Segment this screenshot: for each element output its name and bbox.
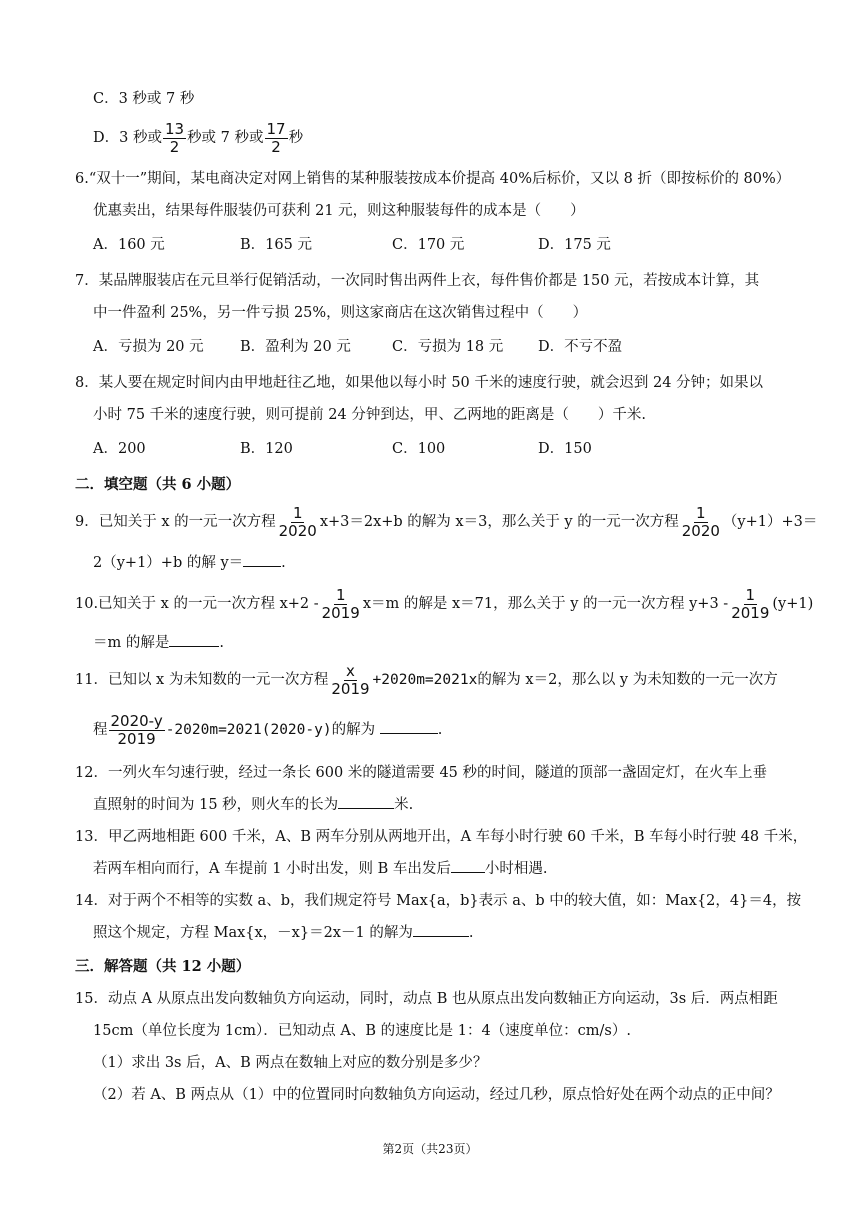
q5-option-d: D．3 秒或 $\frac{13}{2}$ 秒或 7 秒或 $\frac{17}{2}$ 秒 [93, 119, 304, 156]
q7-option-a: A．亏损为 20 元 [93, 339, 204, 355]
fraction: $\frac{1}{2019}$ [731, 585, 770, 622]
q7-option-d: D．不亏不盈 [538, 339, 623, 355]
answer-blank[interactable] [451, 858, 485, 873]
q12-stem-line1: 12．一列火车匀速行驶，经过一条长 600 米的隧道需要 45 秒的时间，隧道的顶部一盏固定灯，在火车上垂 [75, 765, 768, 781]
section-heading-fill-in: 二．填空题（共 6 小题） [75, 476, 241, 493]
q15-stem-line2: 15cm（单位长度为 1cm）．已知动点 A、B 的速度比是 1：4（速度单位：cm/s）. [93, 1023, 631, 1039]
q15-part2: （2）若 A、B 两点从（1）中的位置同时向数轴负方向运动，经过几秒，原点恰好处在两个动点的正中间？ [93, 1087, 780, 1103]
q8-stem-line2: 小时 75 千米的速度行驶，则可提前 24 分钟到达，甲、乙两地的距离是（ ）千米. [93, 407, 646, 423]
fraction: $\frac{1}{2020}$ [278, 503, 317, 540]
fraction: $\frac{17}{2}$ [266, 119, 286, 156]
q7-stem-line1: 7．某品牌服装店在元旦举行促销活动，一次同时售出两件上衣，每件售价都是 150 元，若按成本计算，其 [75, 273, 760, 289]
q13-stem-line1: 13．甲乙两地相距 600 千米，A、B 两车分别从两地开出，A 车每小时行驶 60 千米，B 车每小时行驶 48 千米， [75, 829, 808, 845]
section-heading-solve: 三．解答题（共 12 小题） [75, 958, 251, 975]
page-number: 第2页（共23页） [382, 1142, 478, 1156]
q8-option-c: C．100 [392, 441, 446, 457]
q6-option-b: B．165 元 [240, 237, 312, 253]
q9-stem-line2: 2（y+1）+b 的解 y＝ . [93, 552, 286, 574]
answer-blank[interactable] [338, 794, 394, 809]
fraction: $\frac{2020-y}{2019}$ [110, 711, 163, 748]
answer-blank[interactable] [380, 719, 438, 734]
q10-stem-line1: 10.已知关于 x 的一元一次方程 x+2 - $\frac{1}{2019}$ x＝m 的解是 x＝71，那么关于 y 的一元一次方程 y+3 - $\frac{1}{2019}$ (y+1) [75, 585, 814, 622]
q11-stem-line2: 程 $\frac{2020-y}{2019}$ -2020m=2021(2020-y)的解为 . [93, 711, 443, 748]
q8-option-b: B．120 [240, 441, 293, 457]
q7-stem-line2: 中一件盈利 25%，另一件亏损 25%，则这家商店在这次销售过程中（ ） [93, 305, 588, 321]
q15-part1: （1）求出 3s 后，A、B 两点在数轴上对应的数分别是多少？ [93, 1055, 488, 1071]
q6-option-d: D．175 元 [538, 237, 611, 253]
q6-stem-line2: 优惠卖出，结果每件服装仍可获利 21 元，则这种服装每件的成本是（ ） [93, 203, 585, 219]
q8-option-a: A．200 [93, 441, 146, 457]
q12-stem-line2: 直照射的时间为 15 秒，则火车的长为 米. [93, 794, 413, 816]
q8-stem-line1: 8．某人要在规定时间内由甲地赶往乙地，如果他以每小时 50 千米的速度行驶，就会迟到 24 分钟；如果以 [75, 375, 764, 391]
q5-option-c: C．3 秒或 7 秒 [93, 91, 195, 107]
q7-option-b: B．盈利为 20 元 [240, 339, 351, 355]
q10-stem-line2: ＝m 的解是 . [93, 632, 224, 654]
q15-stem-line1: 15．动点 A 从原点出发向数轴负方向运动，同时，动点 B 也从原点出发向数轴正方向运动，3s 后．两点相距 [75, 991, 778, 1007]
q7-option-c: C．亏损为 18 元 [392, 339, 504, 355]
q6-option-c: C．170 元 [392, 237, 465, 253]
fraction: $\frac{1}{2019}$ [321, 585, 360, 622]
answer-blank[interactable] [413, 922, 469, 937]
answer-blank[interactable] [169, 632, 219, 647]
q13-stem-line2: 若两车相向而行，A 车提前 1 小时出发，则 B 车出发后 小时相遇. [93, 858, 548, 880]
q14-stem-line1: 14．对于两个不相等的实数 a、b，我们规定符号 Max{a，b}表示 a、b 中的较大值，如：Max{2，4}＝4，按 [75, 893, 802, 909]
fraction: $\frac{13}{2}$ [164, 119, 185, 156]
q6-stem-line1: 6.“双十一”期间，某电商决定对网上销售的某种服装按成本价提高 40%后标价，又以 8 折（即按标价的 80%） [75, 171, 791, 187]
answer-blank[interactable] [243, 552, 281, 567]
fraction: $\frac{x}{2019}$ [331, 661, 370, 698]
q9-stem-line1: 9．已知关于 x 的一元一次方程 $\frac{1}{2020}$ x+3＝2x+b 的解为 x＝3，那么关于 y 的一元一次方程 $\frac{1}{2020}$ （y+1）+3＝ [75, 503, 818, 540]
q8-option-d: D．150 [538, 441, 592, 457]
q6-option-a: A．160 元 [93, 237, 165, 253]
q14-stem-line2: 照这个规定，方程 Max{x，－x}＝2x－1 的解为 . [93, 922, 473, 944]
q11-stem-line1: 11．已知以 x 为未知数的一元一次方程 $\frac{x}{2019}$ +2020m=2021x的解为 x＝2，那么以 y 为未知数的一元一次方 [75, 661, 778, 698]
fraction: $\frac{1}{2020}$ [681, 503, 720, 540]
